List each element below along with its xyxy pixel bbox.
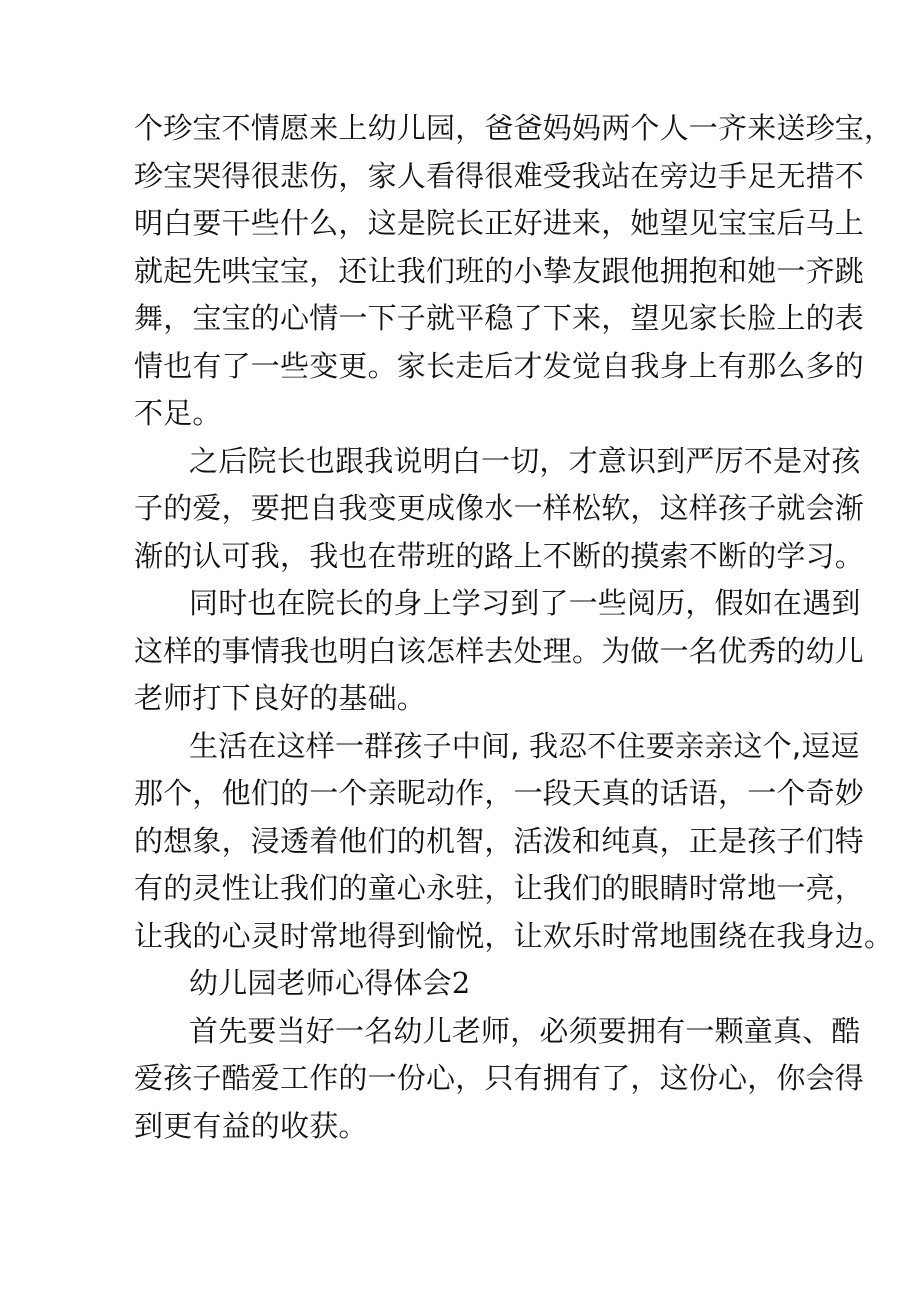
paragraph <box>134 723 894 961</box>
text-line: 就起先哄宝宝，还让我们班的小挚友跟他拥抱和她一齐跳 <box>134 253 865 288</box>
paragraph <box>134 1008 865 1151</box>
text-line: 让我的心灵时常地得到愉悦，让欢乐时常地围绕在我身边。 <box>134 918 894 953</box>
text-line: 珍宝哭得很悲伤，家人看得很难受我站在旁边手足无措不 <box>134 158 865 193</box>
text-line: 到更有益的收获。 <box>134 1108 368 1143</box>
text-line: 生活在这样一群孩子中间, 我忍不住要亲亲这个,逗逗 <box>189 728 860 763</box>
text-line: 个珍宝不情愿来上幼儿园，爸爸妈妈两个人一齐来送珍宝， <box>134 111 894 145</box>
text-line: 那个，他们的一个亲昵动作，一段天真的话语，一个奇妙 <box>134 776 865 810</box>
text-line: 爱孩子酷爱工作的一份心，只有拥有了，这份心，你会得 <box>134 1061 865 1095</box>
text-line: 同时也在院长的身上学习到了一些阅历，假如在遇到 <box>189 586 861 620</box>
text-line: 舞，宝宝的心情一下子就平稳了下来，望见家长脸上的表 <box>134 301 865 335</box>
text-line: 不足。 <box>134 396 222 430</box>
text-line: 子的爱，要把自我变更成像水一样松软，这样孩子就会渐 <box>134 491 865 525</box>
paragraph <box>134 105 894 438</box>
paragraph <box>134 438 865 581</box>
text-line: 这样的事情我也明白该怎样去处理。为做一名优秀的幼儿 <box>134 633 865 668</box>
text-line: 首先要当好一名幼儿老师，必须要拥有一颗童真、酷 <box>189 1013 861 1048</box>
section-heading: 幼儿园老师心得体会2 <box>189 966 471 1000</box>
text-line: 情也有了一些变更。家长走后才发觉自我身上有那么多的 <box>134 348 865 383</box>
text-line: 明白要干些什么，这是院长正好进来，她望见宝宝后马上 <box>134 206 865 240</box>
document-body <box>134 105 894 1150</box>
text-line: 之后院长也跟我说明白一切，才意识到严厉不是对孩 <box>189 443 861 478</box>
text-line: 老师打下良好的基础。 <box>134 681 427 715</box>
paragraph <box>134 580 865 723</box>
text-line: 有的灵性让我们的童心永驻，让我们的眼睛时常地一亮， <box>134 871 865 905</box>
text-line: 的想象，浸透着他们的机智，活泼和纯真，正是孩子们特 <box>134 823 865 858</box>
text-line: 渐的认可我，我也在带班的路上不断的摸索不断的学习。 <box>134 538 865 573</box>
